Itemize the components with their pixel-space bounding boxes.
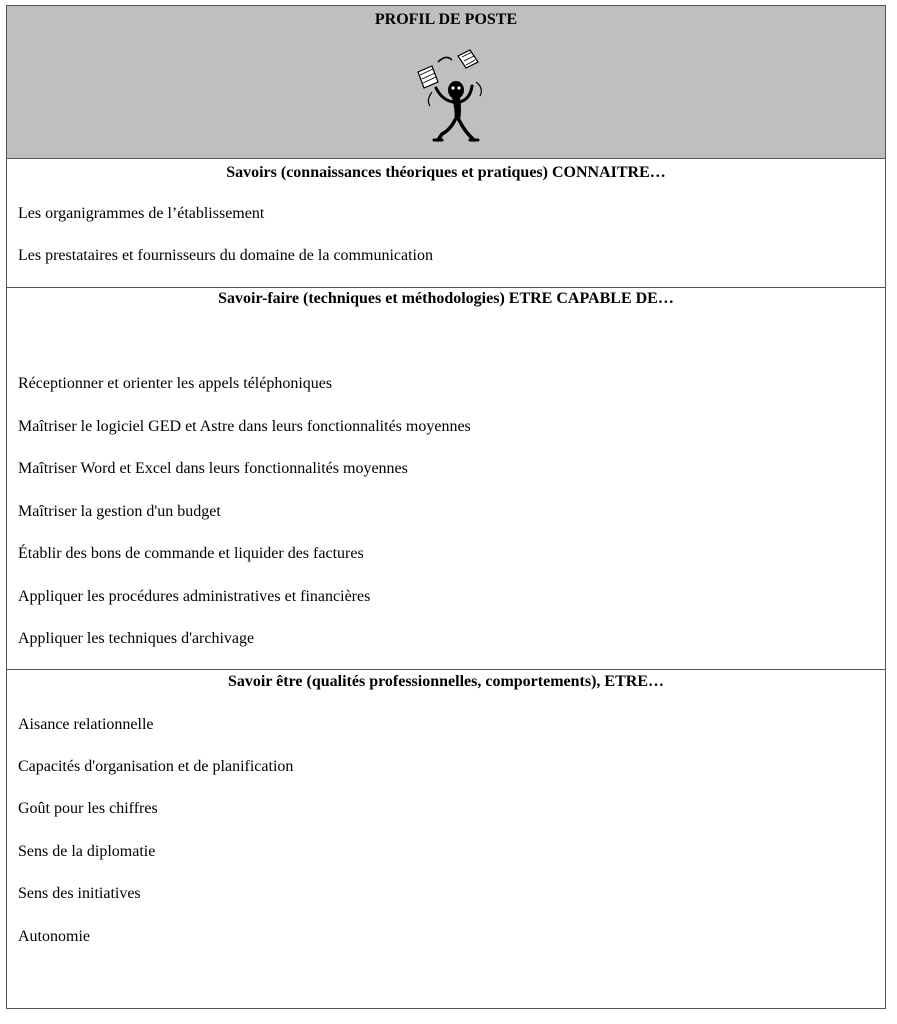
- header-banner: [7, 6, 885, 159]
- savoir-faire-item: Maîtriser la gestion d'un budget: [18, 503, 221, 520]
- savoir-etre-heading: Savoir être (qualités professionnelles, comportements), ETRE…: [228, 673, 664, 690]
- savoirs-item: Les organigrammes de l’établissement: [18, 205, 265, 222]
- savoir-faire-item: Appliquer les techniques d'archivage: [18, 630, 255, 647]
- savoirs-heading: Savoirs (connaissances théoriques et pratiques) CONNAITRE…: [226, 164, 666, 181]
- savoirs-item: Les prestataires et fournisseurs du domaine de la communication: [18, 247, 433, 264]
- savoir-faire-heading: Savoir-faire (techniques et méthodologies) ETRE CAPABLE DE…: [218, 290, 674, 307]
- section-divider: [7, 669, 885, 670]
- savoir-faire-item: Appliquer les procédures administratives et financières: [18, 588, 371, 605]
- job-profile-table: [6, 5, 886, 1009]
- savoir-etre-item: Sens de la diplomatie: [18, 843, 156, 860]
- juggler-icon: [412, 48, 492, 144]
- savoir-faire-item: Réceptionner et orienter les appels téléphoniques: [18, 375, 333, 392]
- savoir-faire-item: Maîtriser Word et Excel dans leurs fonctionnalités moyennes: [18, 460, 408, 477]
- savoir-etre-item: Sens des initiatives: [18, 885, 141, 902]
- savoir-faire-item: Établir des bons de commande et liquider des factures: [18, 545, 364, 562]
- savoir-etre-item: Goût pour les chiffres: [18, 800, 158, 817]
- page-title: PROFIL DE POSTE: [374, 11, 518, 28]
- savoir-etre-item: Aisance relationnelle: [18, 716, 154, 733]
- savoir-faire-item: Maîtriser le logiciel GED et Astre dans leurs fonctionnalités moyennes: [18, 418, 471, 435]
- savoir-etre-item: Capacités d'organisation et de planification: [18, 758, 294, 775]
- section-divider: [7, 287, 885, 288]
- savoir-etre-item: Autonomie: [18, 928, 90, 945]
